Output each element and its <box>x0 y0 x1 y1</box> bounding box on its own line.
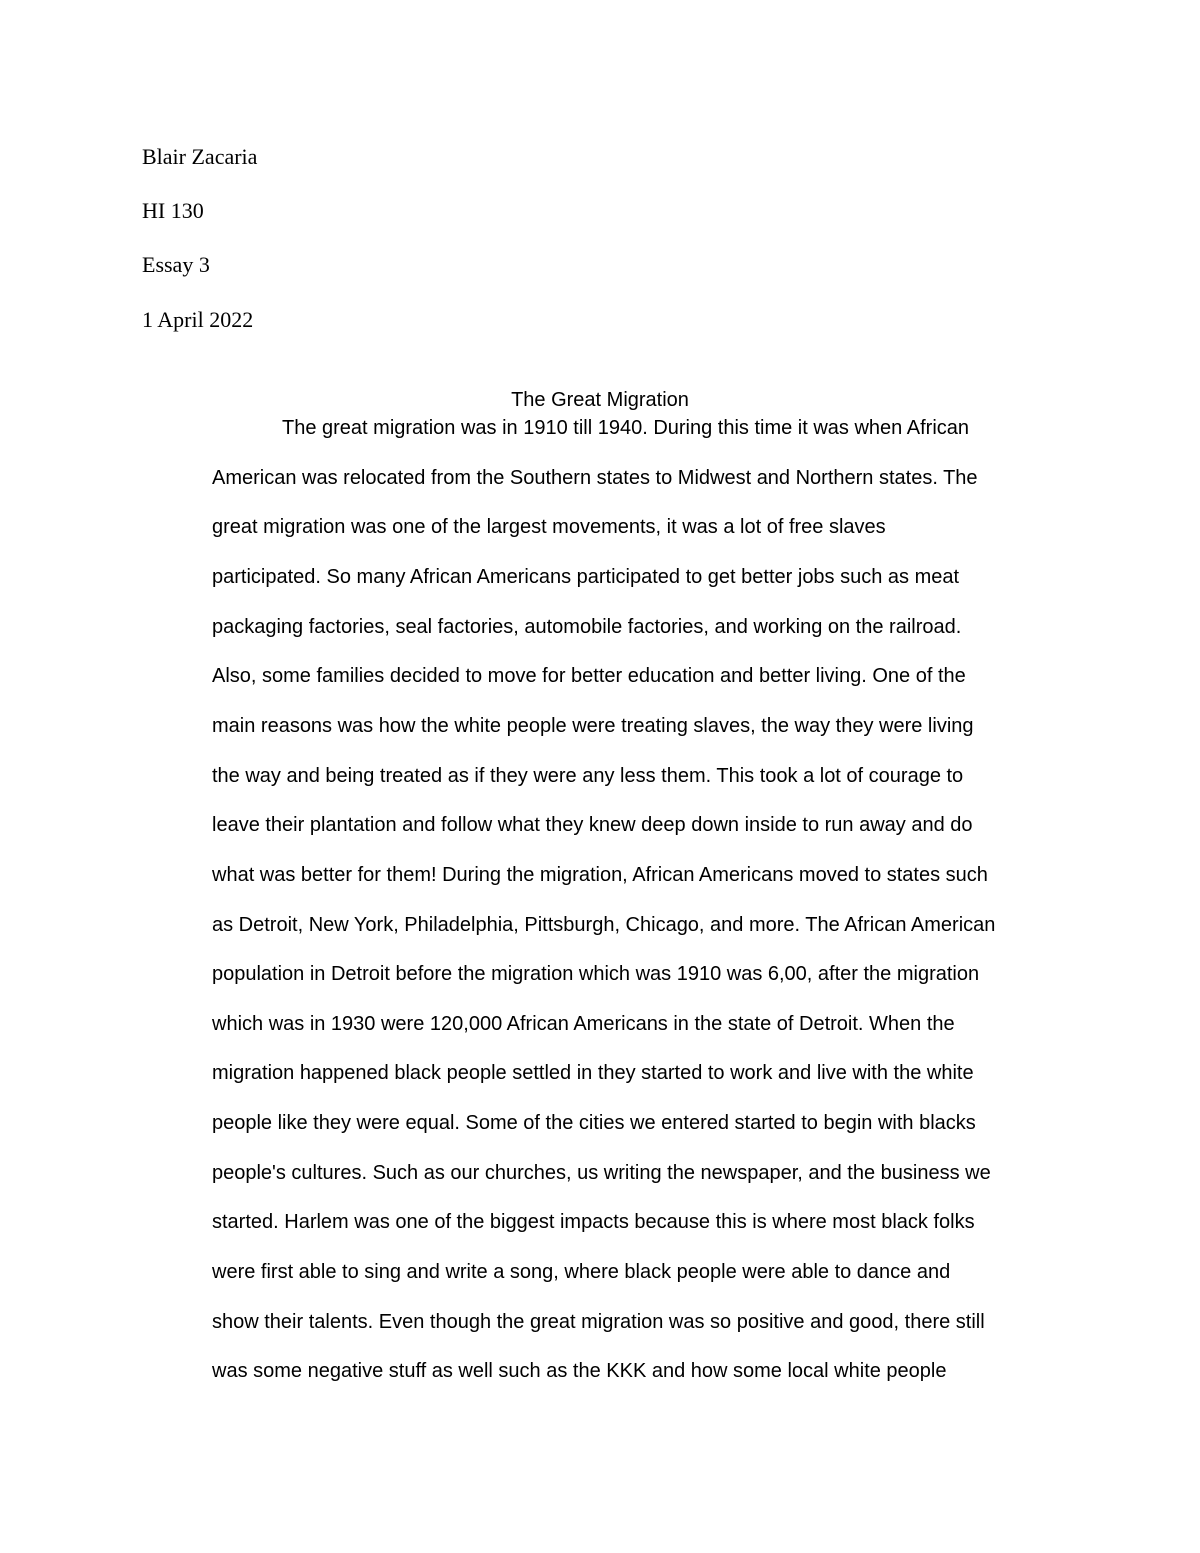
body-text-line: great migration was one of the largest movements, it was a lot of free slaves <box>212 516 886 539</box>
essay-date: 1 April 2022 <box>142 307 254 332</box>
body-text-line: people like they were equal. Some of the cities we entered started to begin with blacks <box>212 1112 976 1135</box>
body-text-line: what was better for them! During the migration, African Americans moved to states such <box>212 863 988 886</box>
body-text-line: were first able to sing and write a song, where black people were able to dance and <box>212 1261 951 1284</box>
body-text-line: people's cultures. Such as our churches, us writing the newspaper, and the business we <box>212 1161 991 1184</box>
author-name: Blair Zacaria <box>142 144 258 169</box>
body-text-line: main reasons was how the white people were treating slaves, the way they were living <box>212 714 974 737</box>
body-text-line: participated. So many African Americans participated to get better jobs such as meat <box>212 565 960 588</box>
assignment-label: Essay 3 <box>142 252 210 277</box>
course-code: HI 130 <box>142 198 204 223</box>
body-text-line: Also, some families decided to move for better education and better living. One of the <box>212 665 966 688</box>
body-text-line: the way and being treated as if they were any less them. This took a lot of courage to <box>212 764 964 787</box>
body-text-line: which was in 1930 were 120,000 African Americans in the state of Detroit. When the <box>212 1012 955 1035</box>
body-text-line: as Detroit, New York, Philadelphia, Pittsburgh, Chicago, and more. The African American <box>212 913 996 936</box>
body-text-line: leave their plantation and follow what they knew deep down inside to run away and do <box>212 814 973 837</box>
body-text-line: was some negative stuff as well such as the KKK and how some local white people <box>212 1360 947 1383</box>
body-text-line: started. Harlem was one of the biggest impacts because this is where most black folks <box>212 1211 975 1234</box>
body-text-line: migration happened black people settled in they started to work and live with the white <box>212 1062 974 1085</box>
body-text-line: The great migration was in 1910 till 1940. During this time it was when African <box>282 417 970 439</box>
essay-title: The Great Migration <box>511 389 689 411</box>
body-text-line: population in Detroit before the migration which was 1910 was 6,00, after the migration <box>212 963 980 986</box>
body-text-line: show their talents. Even though the great migration was so positive and good, there still <box>212 1310 985 1333</box>
body-text-line: American was relocated from the Southern states to Midwest and Northern states. The <box>212 466 978 489</box>
body-text-line: packaging factories, seal factories, automobile factories, and working on the railroad. <box>212 615 962 638</box>
